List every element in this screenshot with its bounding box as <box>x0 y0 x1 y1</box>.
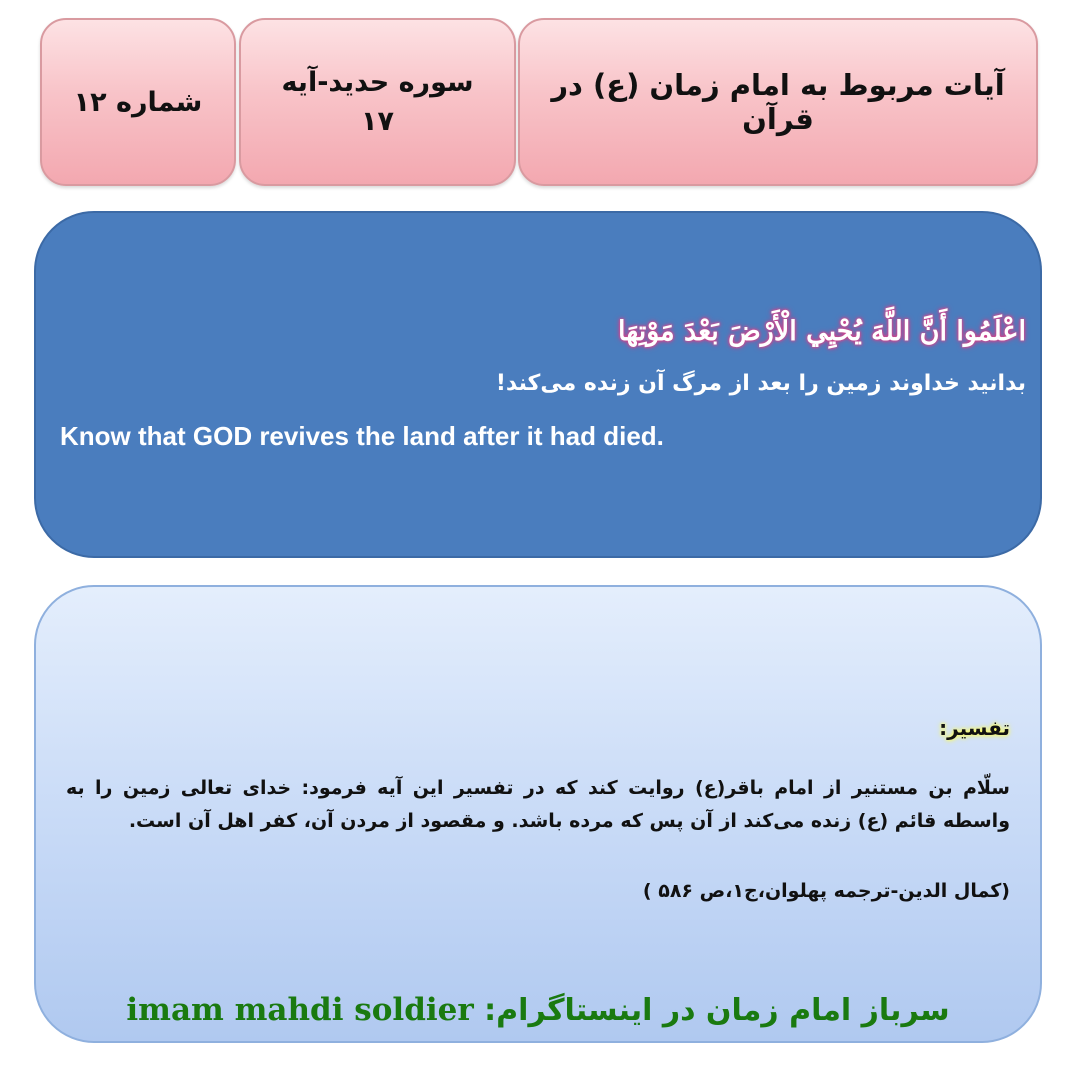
number-badge <box>40 18 236 186</box>
verse-english-translation: Know that GOD revives the land after it had died. <box>60 421 664 451</box>
surah-reference-box <box>239 18 516 186</box>
tafsir-body-text: سلّام بن مستنیر از امام باقر(ع) روایت کند که در تفسیر این آیه فرمود: خدای تعالی زمین را به واسطه قائم (ع) زنده می‌کند از آن پس که مرده باشد. و مقصود از مردن آن، کفر اهل آن است. <box>66 777 1010 832</box>
footer-label: سرباز امام زمان در اینستاگرام: <box>484 993 950 1028</box>
title-box <box>518 18 1038 186</box>
number-label: شماره ۱۲ <box>73 86 203 118</box>
verse-panel <box>34 211 1042 558</box>
page-title: آیات مربوط به امام زمان (ع) در قرآن <box>551 68 1005 136</box>
instagram-handle: imam mahdi soldier <box>126 992 474 1028</box>
verse-arabic-text: اعْلَمُوا أَنَّ اللَّهَ يُحْيِي الْأَرْضَ بَعْدَ مَوْتِهَا <box>618 316 1026 347</box>
instagram-footer <box>36 992 1040 1028</box>
tafsir-panel <box>34 585 1042 1043</box>
tafsir-heading: تفسیر: <box>939 716 1010 740</box>
verse-persian-translation: بدانید خداوند زمین را بعد از مرگ آن زنده می‌کند! <box>495 371 1026 396</box>
tafsir-source-citation: (کمال الدین-ترجمه پهلوان،ج۱،ص ۵۸۶ ) <box>642 880 1010 902</box>
surah-reference-label: سوره حدید-آیه ۱۷ <box>281 66 474 137</box>
